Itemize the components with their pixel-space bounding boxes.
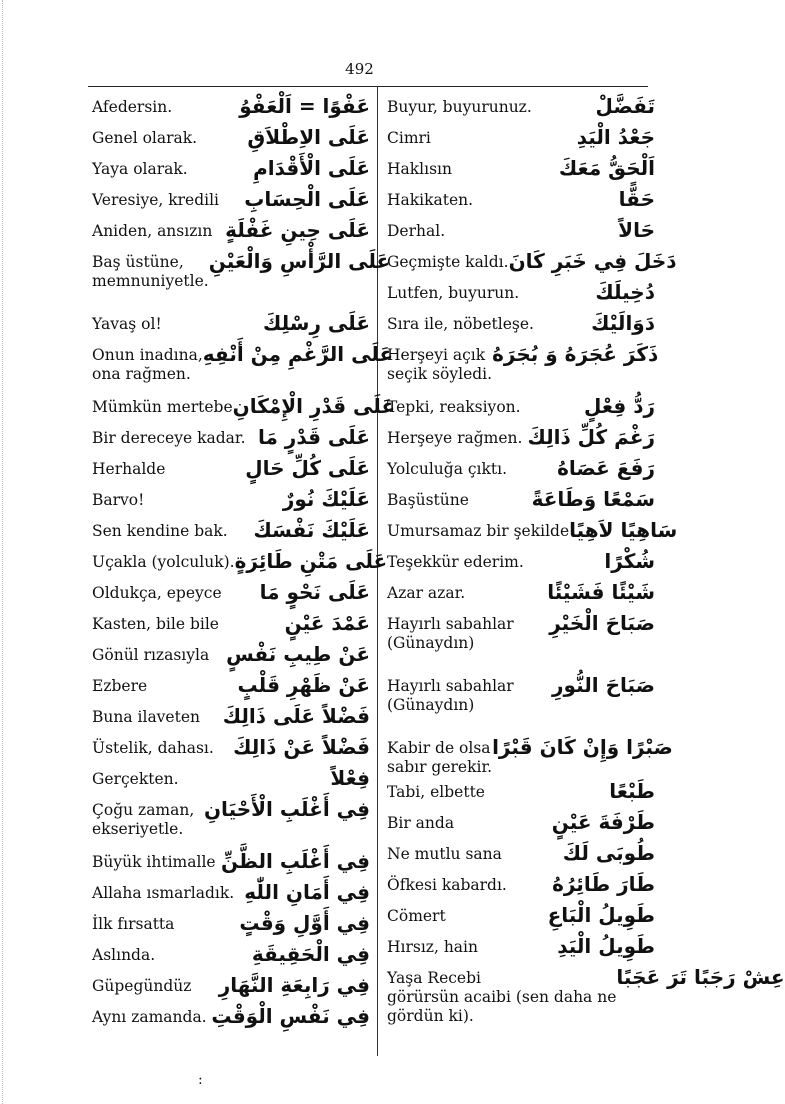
turkish-meaning [92, 1002, 207, 1027]
arabic-phrase: عَلَى الرَّغْمِ مِنْ أَنْفِهِ [202, 342, 394, 366]
turkish-meaning [387, 185, 473, 210]
turkish-meaning [387, 777, 485, 802]
arabic-phrase: عَلَيْكَ نَفْسَكَ [253, 518, 370, 542]
dictionary-entry [92, 671, 370, 702]
arabic-phrase: عَلَى حِينِ غَفْلَةٍ [225, 218, 370, 242]
arabic-phrase: عَلَى الاِطْلاَقِ [247, 125, 370, 149]
dictionary-entry [387, 185, 655, 216]
turkish-meaning-line: Genel olarak. [92, 129, 198, 147]
turkish-meaning-line: Herşeye rağmen. [387, 429, 523, 447]
arabic-phrase: عَلَى مَتْنِ طَائِرَةٍ [234, 549, 388, 573]
turkish-meaning [92, 454, 165, 479]
dictionary-entry [92, 485, 370, 516]
turkish-meaning-line: sabır gerekir. [387, 758, 493, 776]
dictionary-entry [387, 516, 678, 547]
dictionary-entry [387, 392, 655, 423]
dictionary-entry [387, 123, 655, 154]
right-column [387, 92, 785, 1039]
dictionary-entry [387, 154, 655, 185]
turkish-meaning-line: Güpegündüz [92, 977, 192, 995]
turkish-meaning [92, 392, 233, 417]
turkish-meaning-line: Oldukça, epeyce [92, 584, 222, 602]
arabic-phrase: فِي أَمَانِ اللّٰهِ [244, 880, 370, 904]
dictionary-entry [387, 870, 655, 901]
turkish-meaning-line: Yaşa Recebi [387, 969, 481, 987]
turkish-meaning [92, 578, 222, 603]
arabic-phrase: فِي أَغْلَبِ الْأَحْيَانِ [203, 797, 370, 821]
turkish-meaning-line: Kabir de olsa [387, 739, 491, 757]
turkish-meaning-line: Sıra ile, nöbetleşe. [387, 315, 534, 333]
turkish-meaning-line: Aslında. [92, 946, 156, 964]
turkish-meaning [387, 340, 492, 384]
dictionary-entry [92, 764, 370, 795]
turkish-meaning-line: Buna ilaveten [92, 708, 200, 726]
turkish-meaning-line: ona rağmen. [92, 365, 191, 383]
turkish-meaning [92, 940, 155, 965]
dictionary-entry [92, 340, 394, 392]
turkish-meaning-line: Öfkesi kabardı. [387, 876, 507, 894]
arabic-phrase: فَضْلاً عَنْ ذَالِكَ [233, 735, 370, 759]
turkish-meaning-line: Büyük ihtimalle [92, 853, 216, 871]
turkish-meaning [92, 123, 197, 148]
dictionary-entry [92, 702, 370, 733]
arabic-phrase: عَفْوًا = اَلْعَفْوُ [239, 94, 370, 118]
dictionary-entry [92, 609, 370, 640]
turkish-meaning-line: gördün ki). [387, 1007, 474, 1025]
turkish-meaning-line: Geçmişte kaldı. [387, 253, 509, 271]
turkish-meaning-line: Hayırlı sabahlar [387, 677, 514, 695]
arabic-phrase: دَوَالَيْكَ [591, 311, 655, 335]
turkish-meaning-line: Bir dereceye kadar. [92, 429, 246, 447]
arabic-phrase: سَاهِيًا لاَهِيًا [569, 518, 678, 542]
turkish-meaning-line: Başüstüne [387, 491, 469, 509]
dictionary-entry [92, 185, 370, 216]
turkish-meaning [92, 733, 214, 758]
turkish-meaning [387, 547, 524, 572]
turkish-meaning [92, 609, 219, 634]
arabic-phrase: رَدُّ فِعْلٍ [584, 394, 655, 418]
turkish-meaning [387, 123, 431, 148]
turkish-meaning-line: Uçakla (yolculuk). [92, 553, 235, 571]
turkish-meaning-line: Baş üstüne, [92, 253, 184, 271]
dictionary-entry [92, 940, 370, 971]
arabic-phrase: عَلَى الْحِسَابِ [244, 187, 370, 211]
dictionary-entry [92, 454, 370, 485]
turkish-meaning-line: Gerçekten. [92, 770, 179, 788]
turkish-meaning-line: memnuniyetle. [92, 272, 209, 290]
turkish-meaning-line: Aniden, ansızın [92, 222, 213, 240]
dictionary-entry [92, 640, 370, 671]
turkish-meaning [387, 309, 534, 334]
turkish-meaning [387, 808, 454, 833]
arabic-phrase: عَلَى نَحْوٍ مَا [259, 580, 370, 604]
dictionary-entry [92, 878, 370, 909]
turkish-meaning-line: Buyur, buyurunuz. [387, 98, 532, 116]
turkish-meaning [92, 847, 216, 872]
arabic-phrase: فِي أَغْلَبِ الظَّنِّ [221, 849, 370, 873]
arabic-phrase: طَارَ طَائِرُهُ [552, 872, 655, 896]
dictionary-entry [92, 92, 370, 123]
turkish-meaning-line: ekseriyetle. [92, 820, 184, 838]
arabic-phrase: صَبَاحَ الْخَيْرِ [549, 611, 655, 635]
dictionary-entry [92, 154, 370, 185]
turkish-meaning [92, 702, 200, 727]
dictionary-entry [387, 932, 655, 963]
dictionary-entry [387, 901, 655, 932]
turkish-meaning [92, 671, 147, 696]
turkish-meaning-line: Tepki, reaksiyon. [387, 398, 521, 416]
turkish-meaning [92, 640, 209, 665]
arabic-phrase: فِي أَوَّلِ وَقْتٍ [239, 911, 370, 935]
arabic-phrase: دُخِيلَكَ [595, 280, 655, 304]
turkish-meaning [92, 878, 234, 903]
turkish-meaning-line: Allaha ısmarladık. [92, 884, 235, 902]
arabic-phrase: عَمْدَ عَيْنٍ [284, 611, 370, 635]
arabic-phrase: فَضْلاً عَلَى ذَالِكَ [222, 704, 370, 728]
dictionary-entry [387, 777, 655, 808]
arabic-phrase: فِي نَفْسِ الْوَقْتِ [211, 1004, 370, 1028]
turkish-meaning-line: Cömert [387, 907, 446, 925]
header-rule [88, 86, 648, 87]
dictionary-entry [387, 547, 655, 578]
turkish-meaning [92, 309, 162, 334]
turkish-meaning-line: (Günaydın) [387, 696, 475, 714]
turkish-meaning [387, 423, 522, 448]
turkish-meaning [387, 578, 465, 603]
turkish-meaning [92, 485, 144, 510]
margin-dotted-line [2, 0, 4, 1104]
turkish-meaning-line: Ezbere [92, 677, 148, 695]
turkish-meaning-line: (Günaydın) [387, 634, 475, 652]
dictionary-entry [92, 247, 391, 309]
dictionary-entry [92, 123, 370, 154]
turkish-meaning [387, 870, 507, 895]
dictionary-entry [387, 278, 655, 309]
dictionary-entry [92, 578, 370, 609]
dictionary-entry [92, 423, 370, 454]
dictionary-entry [92, 847, 370, 878]
dictionary-entry [92, 971, 370, 1002]
dictionary-entry [387, 839, 655, 870]
arabic-phrase: عَلَى كُلِّ حَالٍ [245, 456, 370, 480]
turkish-meaning-line: Hayırlı sabahlar [387, 615, 514, 633]
arabic-phrase: حَالاً [618, 218, 655, 242]
turkish-meaning [387, 963, 616, 1026]
turkish-meaning [92, 547, 235, 572]
page-number: 492 [345, 60, 374, 78]
footer-mark: : [198, 1072, 203, 1088]
turkish-meaning-line: Azar azar. [387, 584, 466, 602]
dictionary-entry [387, 309, 655, 340]
turkish-meaning [92, 216, 212, 241]
dictionary-entry [387, 216, 655, 247]
turkish-meaning [387, 485, 469, 510]
arabic-phrase: رَغْمَ كُلِّ ذَالِكَ [527, 425, 655, 449]
dictionary-entry [387, 247, 677, 278]
turkish-meaning [387, 901, 446, 926]
dictionary-entry [387, 92, 655, 123]
turkish-meaning-line: Ne mutlu sana [387, 845, 502, 863]
turkish-meaning [387, 216, 445, 241]
turkish-meaning [387, 392, 521, 417]
arabic-phrase: فِي رَابِعَةِ النَّهَارِ [218, 973, 370, 997]
turkish-meaning-line: Barvo! [92, 491, 145, 509]
turkish-meaning [387, 733, 492, 777]
turkish-meaning-line: Haklısın [387, 160, 452, 178]
turkish-meaning-line: seçik söyledi. [387, 365, 493, 383]
turkish-meaning-line: Tabi, elbette [387, 783, 485, 801]
arabic-phrase: جَعْدُ الْيَدِ [576, 125, 655, 149]
turkish-meaning-line: Derhal. [387, 222, 446, 240]
turkish-meaning-line: Üstelik, dahası. [92, 739, 214, 757]
arabic-phrase: عَنْ طِيبِ نَفْسٍ [226, 642, 370, 666]
dictionary-entry [387, 340, 659, 392]
turkish-meaning-line: Lutfen, buyurun. [387, 284, 520, 302]
turkish-meaning-line: Herşeyi açık [387, 346, 486, 364]
dictionary-entry [92, 1002, 370, 1033]
turkish-meaning-line: Hırsız, hain [387, 938, 478, 956]
arabic-phrase: طَوِيلُ الْبَاعِ [547, 903, 655, 927]
turkish-meaning-line: Kasten, bile bile [92, 615, 219, 633]
turkish-meaning-line: Bir anda [387, 814, 455, 832]
arabic-phrase: فِعْلاً [330, 766, 370, 790]
dictionary-entry [387, 485, 655, 516]
turkish-meaning-line: Teşekkür ederim. [387, 553, 524, 571]
arabic-phrase: حَقًّا [618, 187, 655, 211]
turkish-meaning [387, 516, 569, 541]
turkish-meaning-line: Herhalde [92, 460, 166, 478]
turkish-meaning [92, 185, 219, 210]
turkish-meaning [387, 454, 507, 479]
turkish-meaning [387, 671, 514, 715]
arabic-phrase: صَبَاحَ النُّورِ [552, 673, 655, 697]
arabic-phrase: اَلْحَقُّ مَعَكَ [558, 156, 655, 180]
dictionary-entry [92, 516, 370, 547]
dictionary-entry [92, 216, 370, 247]
dictionary-entry [387, 423, 655, 454]
turkish-meaning-line: Yaya olarak. [92, 160, 188, 178]
dictionary-entry [387, 733, 673, 777]
turkish-meaning-line: Gönül rızasıyla [92, 646, 210, 664]
turkish-meaning [92, 909, 174, 934]
turkish-meaning-line: Umursamaz bir şekilde [387, 522, 570, 540]
dictionary-entry [92, 733, 370, 764]
arabic-phrase: طَرْفَةَ عَيْنٍ [551, 810, 655, 834]
dictionary-entry [387, 808, 655, 839]
turkish-meaning-line: Afedersin. [92, 98, 173, 116]
turkish-meaning-line: Çoğu zaman, [92, 801, 195, 819]
arabic-phrase: عَلَى قَدْرٍ مَا [257, 425, 370, 449]
turkish-meaning [387, 278, 519, 303]
turkish-meaning [92, 247, 209, 291]
turkish-meaning [92, 92, 172, 117]
arabic-phrase: عَلَى رِسْلِكَ [263, 311, 370, 335]
turkish-meaning [92, 154, 188, 179]
dictionary-entry [92, 795, 370, 847]
turkish-meaning-line: Cimri [387, 129, 431, 147]
turkish-meaning-line: Onun inadına, [92, 346, 203, 364]
turkish-meaning-line: Sen kendine bak. [92, 522, 228, 540]
arabic-phrase: ذَكَرَ عُجَرَهُ وَ بُجَرَهُ [492, 342, 659, 366]
arabic-phrase: عَلَى قَدْرِ الْإِمْكَانِ [232, 394, 396, 418]
turkish-meaning-line: Yavaş ol! [92, 315, 162, 333]
arabic-phrase: فِي الْحَقِيقَةِ [251, 942, 370, 966]
dictionary-entry [387, 578, 655, 609]
dictionary-entry [387, 454, 655, 485]
arabic-phrase: عِشْ رَجَبًا تَرَ عَجَبًا [616, 965, 785, 989]
arabic-phrase: سَمْعًا وَطَاعَةً [531, 487, 655, 511]
arabic-phrase: عَلَى الرَّأْسِ وَالْعَيْنِ [208, 249, 391, 273]
turkish-meaning [92, 516, 228, 541]
turkish-meaning-line: Hakikaten. [387, 191, 474, 209]
arabic-phrase: رَفَعَ عَصَاهُ [557, 456, 655, 480]
arabic-phrase: طَوِيلُ الْيَدِ [557, 934, 655, 958]
turkish-meaning [387, 932, 478, 957]
turkish-meaning-line: Aynı zamanda. [92, 1008, 207, 1026]
turkish-meaning-line: İlk fırsatta [92, 915, 175, 933]
turkish-meaning-line: Yolculuğa çıktı. [387, 460, 508, 478]
turkish-meaning [92, 340, 203, 384]
turkish-meaning [92, 795, 194, 839]
arabic-phrase: صَبْرًا وَإِنْ كَانَ قَبْرًا [492, 735, 673, 759]
arabic-phrase: عَلَى الْأَقْدَامِ [253, 156, 370, 180]
dictionary-entry [92, 392, 396, 423]
arabic-phrase: شَيْئًا فَشَيْئًا [547, 580, 655, 604]
turkish-meaning [92, 764, 179, 789]
turkish-meaning-line: Veresiye, kredili [92, 191, 219, 209]
arabic-phrase: شُكْرًا [604, 549, 655, 573]
arabic-phrase: طَبْعًا [609, 779, 655, 803]
arabic-phrase: عَنْ ظَهْرِ قَلْبٍ [237, 673, 370, 697]
dictionary-entry [387, 963, 785, 1039]
dictionary-entry [387, 671, 655, 733]
dictionary-entry [92, 309, 370, 340]
arabic-phrase: عَلَيْكَ نُورٌ [282, 487, 370, 511]
arabic-phrase: طُوبَى لَكَ [562, 841, 655, 865]
dictionary-entry [92, 547, 388, 578]
dictionary-entry [387, 609, 655, 671]
turkish-meaning-line: görürsün acaibi (sen daha ne [387, 988, 617, 1006]
turkish-meaning [92, 971, 191, 996]
turkish-meaning [92, 423, 246, 448]
dictionary-entry [92, 909, 370, 940]
turkish-meaning [387, 247, 509, 272]
turkish-meaning [387, 92, 532, 117]
arabic-phrase: تَفَضَّلْ [595, 94, 655, 118]
turkish-meaning-line: Mümkün mertebe [92, 398, 233, 416]
left-column [92, 92, 396, 1033]
arabic-phrase: دَخَلَ فِي خَبَرِ كَانَ [508, 249, 677, 273]
turkish-meaning [387, 609, 514, 653]
turkish-meaning [387, 154, 452, 179]
turkish-meaning [387, 839, 502, 864]
